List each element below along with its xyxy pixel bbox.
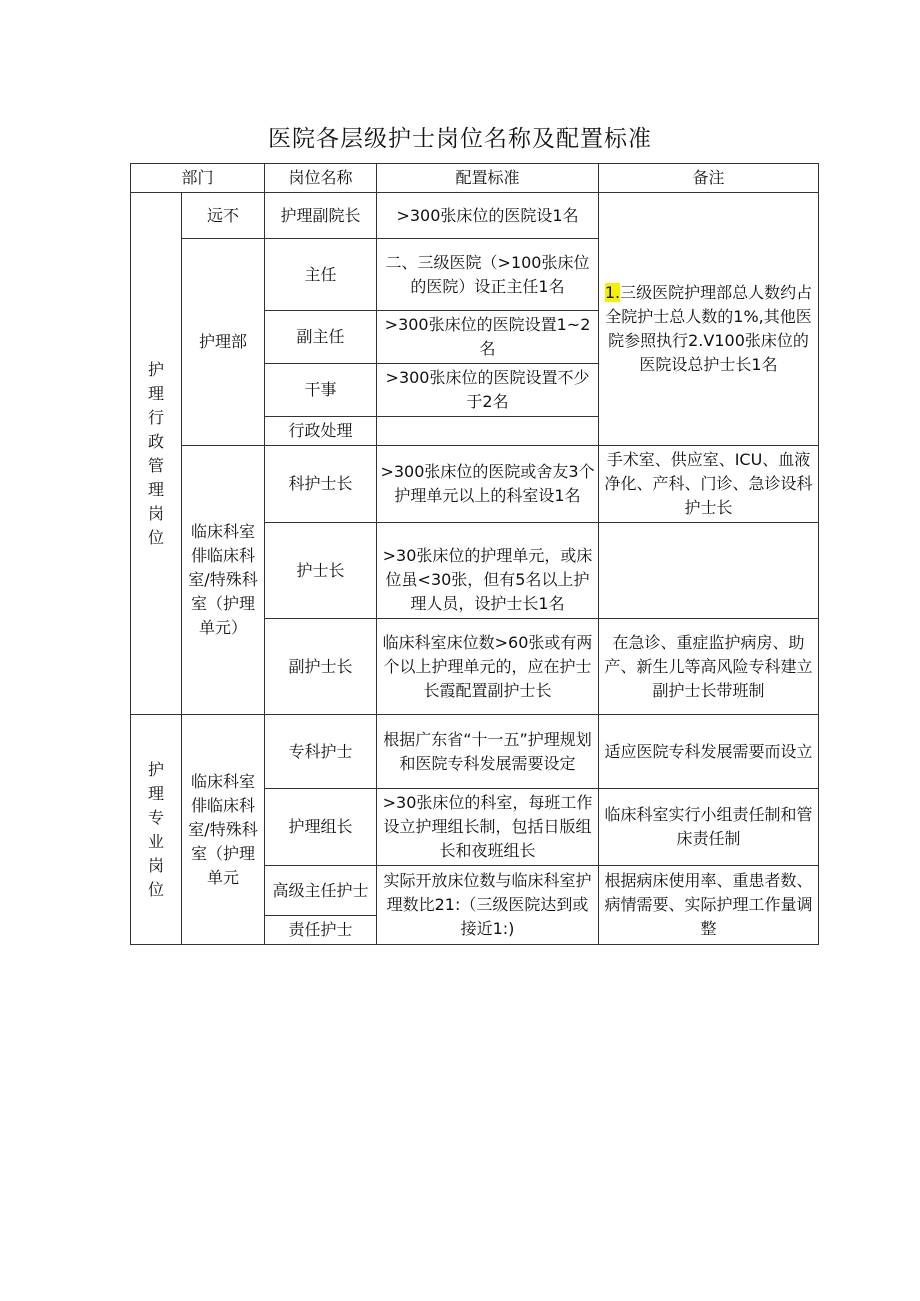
table-row: [131, 193, 819, 239]
standard-head-nurse: >30张床位的护理单元，或床位虽<30张，但有5名以上护理人员，设护士长1名: [377, 523, 599, 619]
table-row: [131, 446, 819, 523]
remark-senior-primary: 根据病床使用率、重患者数、病情需要、实际护理工作量调整: [599, 866, 819, 945]
unit-clinical-admin: 临床科室俳临床科室/特殊科室（护理单元）: [182, 446, 265, 715]
remark-dept-head-nurse: 手术室、供应室、ICU、血液净化、产科、门诊、急诊设科护士长: [599, 446, 819, 523]
page-title: 医院各层级护士岗位名称及配置标准: [268, 126, 652, 152]
position-dept-head-nurse: 科护士长: [265, 446, 377, 523]
position-vice-president: 护理副院长: [265, 193, 377, 239]
standard-specialist-nurse: 根据广东省“十一五”护理规划和医院专科发展需要设定: [377, 715, 599, 789]
position-primary-nurse: 责任护士: [265, 916, 377, 945]
staffing-table: [130, 163, 819, 945]
position-deputy-head-nurse: 副护士长: [265, 619, 377, 715]
standard-deputy-director: >300张床位的医院设置1~2名: [377, 311, 599, 364]
remark-specialist-nurse: 适应医院专科发展需要而设立: [599, 715, 819, 789]
standard-dept-head-nurse: >300张床位的医院或舍友3个护理单元以上的科室设1名: [377, 446, 599, 523]
position-senior-charge-nurse: 高级主任护士: [265, 866, 377, 916]
standard-vice-president: >300张床位的医院设1名: [377, 193, 599, 239]
position-officer: 干事: [265, 364, 377, 417]
standard-senior-primary: 实际开放床位数与临床科室护理数比21:（三级医院达到或接近1:): [377, 866, 599, 945]
table-row: [131, 715, 819, 789]
remark-team-leader: 临床科室实行小组责任制和管床责任制: [599, 789, 819, 866]
group-professional: 护 理 专 业 岗 位: [131, 715, 182, 945]
position-head-nurse: 护士长: [265, 523, 377, 619]
table-header-row: [131, 164, 819, 193]
header-standard: 配置标准: [377, 164, 599, 193]
header-remark: 备注: [599, 164, 819, 193]
unit-yuanbu: 远不: [182, 193, 265, 239]
standard-admin-handling-empty: [377, 417, 599, 446]
position-admin-handling: 行政处理: [265, 417, 377, 446]
standard-director: 二、三级医院（>100张床位的医院）设正主任1名: [377, 239, 599, 311]
unit-nursing-dept: 护理部: [182, 239, 265, 446]
unit-clinical-prof: 临床科室俳临床科室/特殊科室（护理单元: [182, 715, 265, 945]
remark-head-nurse-empty: [599, 523, 819, 619]
group-admin: 护 理 行 政 管 理 岗 位: [131, 193, 182, 715]
remark-highlight-number: 1.: [604, 283, 621, 302]
position-specialist-nurse: 专科护士: [265, 715, 377, 789]
header-dept: 部门: [131, 164, 265, 193]
remark-deputy-head-nurse: 在急诊、重症监护病房、助产、新生儿等高风险专科建立副护士长带班制: [599, 619, 819, 715]
remark-nursing-dept: [599, 193, 819, 446]
position-team-leader: 护理组长: [265, 789, 377, 866]
standard-officer: >300张床位的医院设置不少于2名: [377, 364, 599, 417]
position-director: 主任: [265, 239, 377, 311]
remark-nursing-dept-text: 三级医院护理部总人数约占全院护士总人数的1%,其他医院参照执行2.V100张床位的医院设总护士长1名: [605, 283, 813, 374]
standard-deputy-head-nurse: 临床科室床位数>60张或有两个以上护理单元的，应在护士长霞配置副护士长: [377, 619, 599, 715]
position-deputy-director: 副主任: [265, 311, 377, 364]
standard-team-leader: >30张床位的科室，每班工作设立护理组长制，包括日版组长和夜班组长: [377, 789, 599, 866]
header-position: 岗位名称: [265, 164, 377, 193]
